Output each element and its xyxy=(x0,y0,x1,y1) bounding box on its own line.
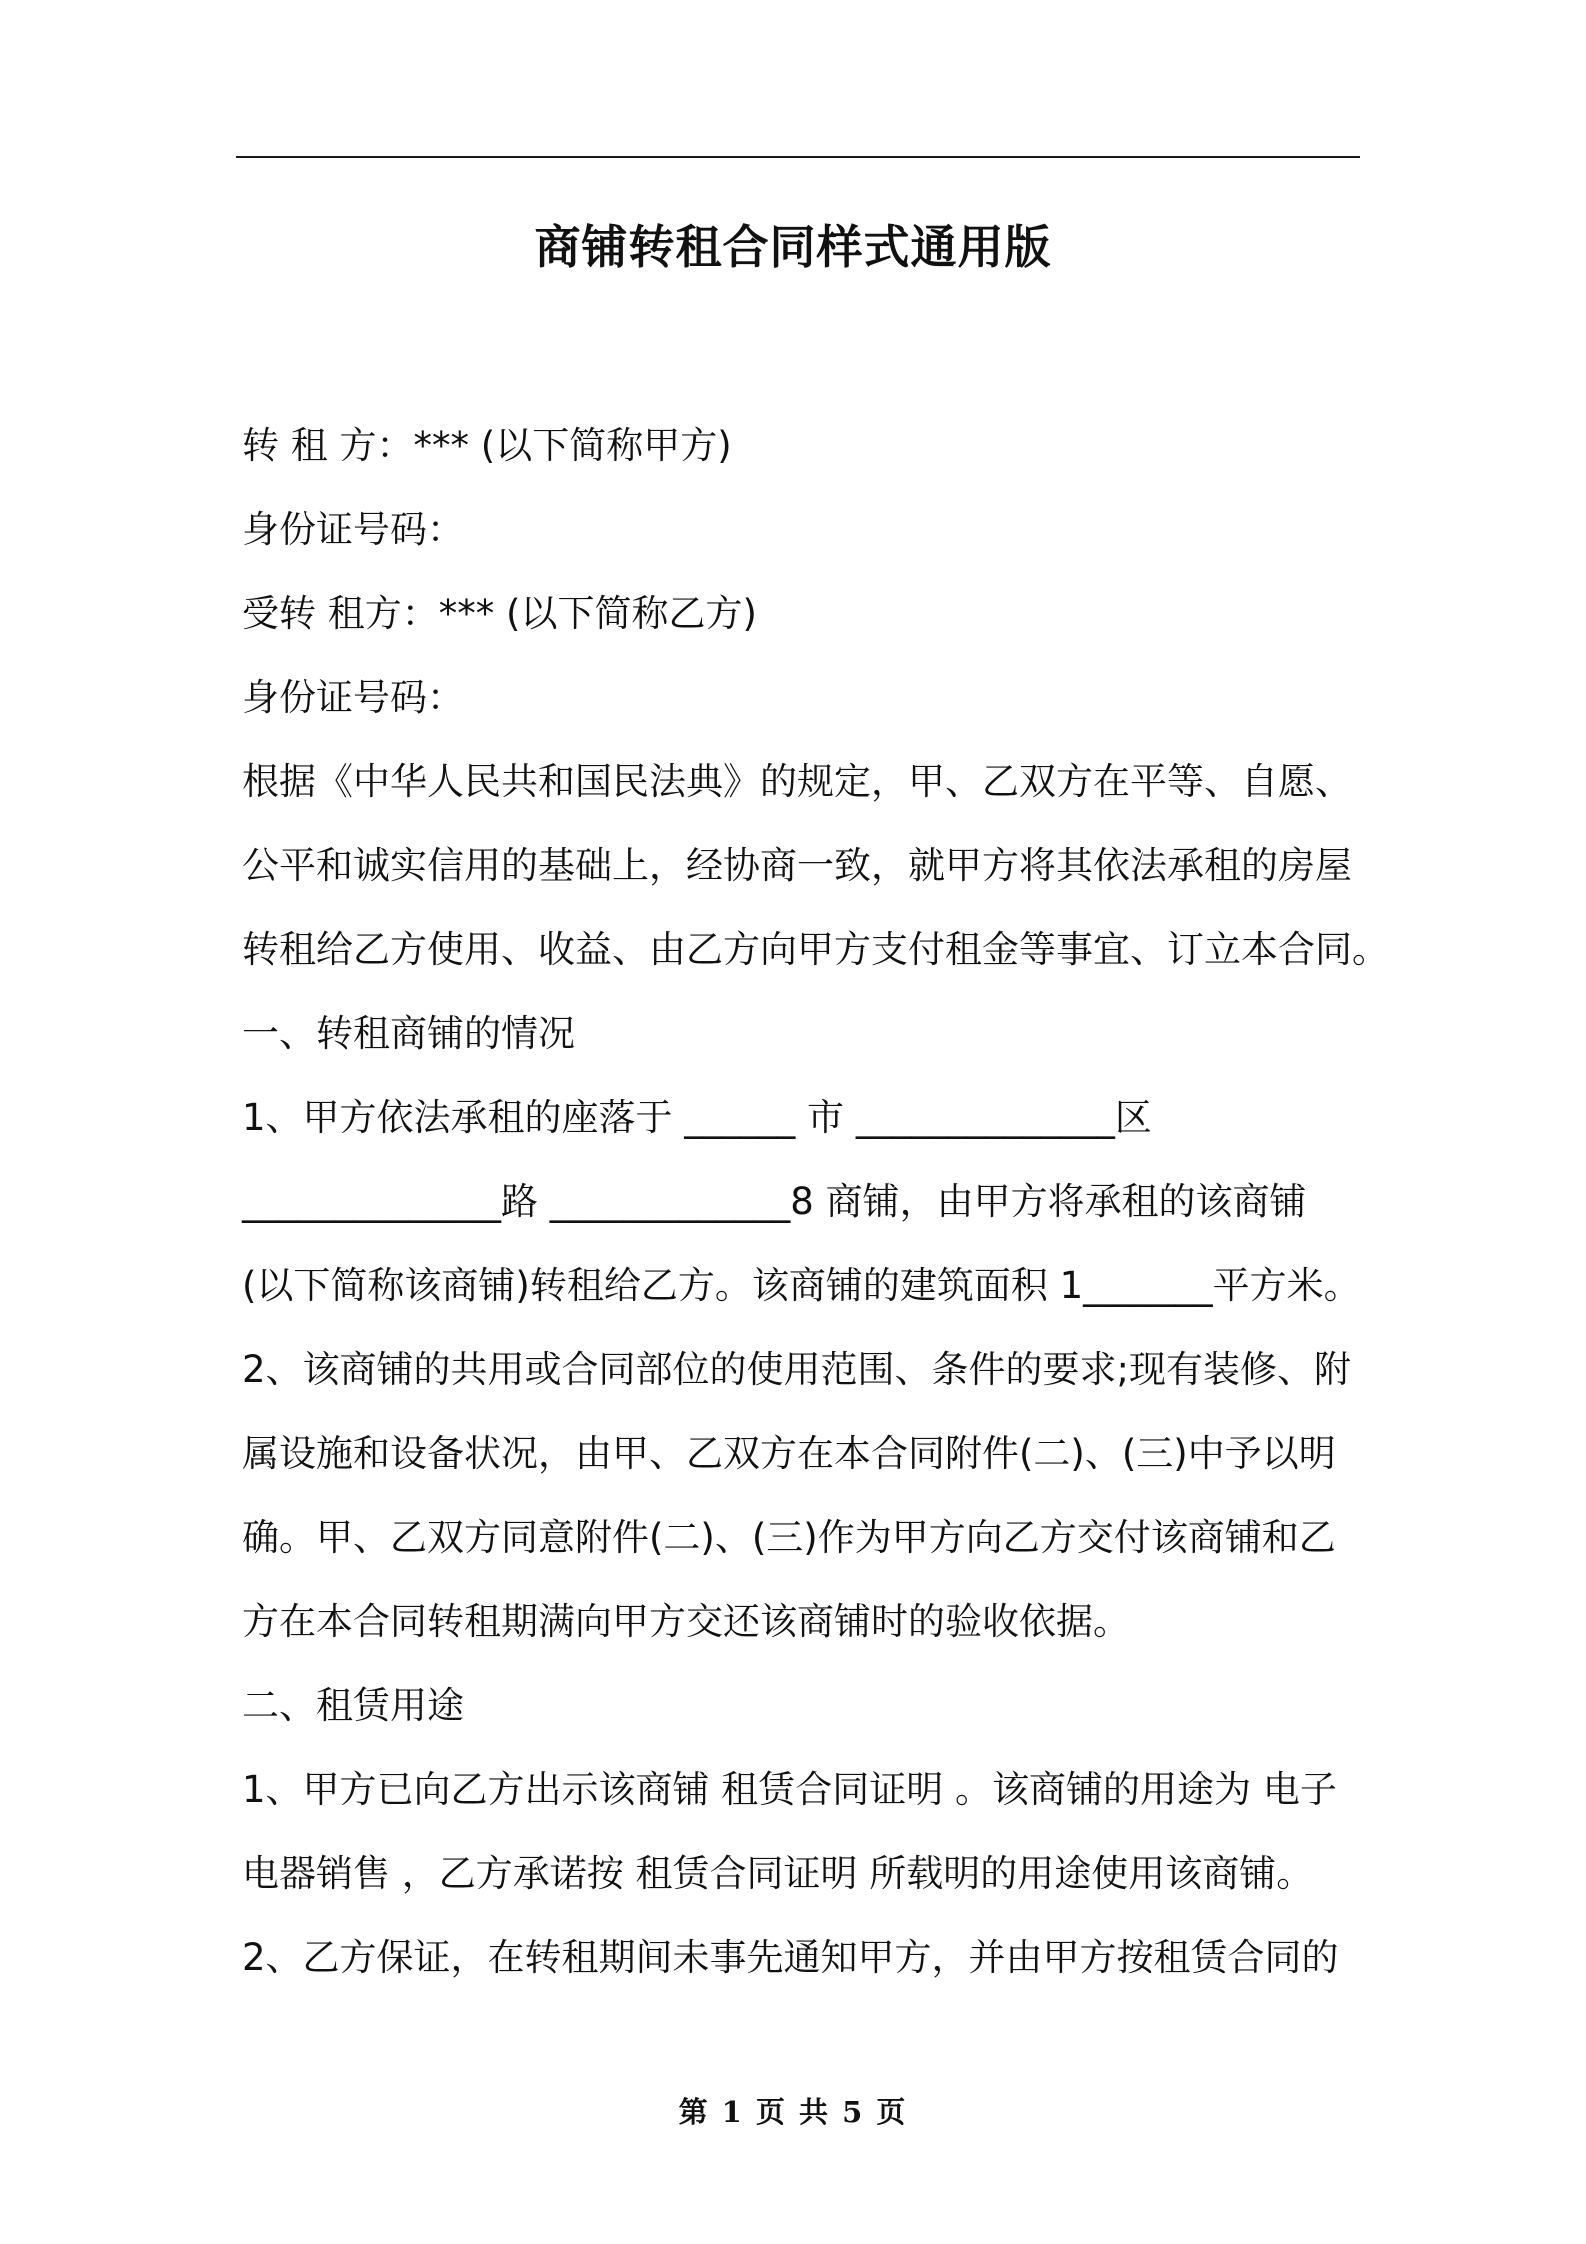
sublessor-line: 转 租 方：*** (以下简称甲方) xyxy=(242,424,732,467)
header-rule xyxy=(236,156,1360,158)
preamble-line-3: 转租给乙方使用、收益、由乙方向甲方支付租金等事宜、订立本合同。 xyxy=(242,928,1389,971)
section-1-heading: 一、转租商铺的情况 xyxy=(242,1012,575,1055)
document-body xyxy=(242,404,1389,2000)
clause-2-1-line-1: 1、甲方已向乙方出示该商铺 租赁合同证明 。该商铺的用途为 电子 xyxy=(242,1768,1337,1811)
clause-1-2-line-3: 确。甲、乙双方同意附件(二)、(三)作为甲方向乙方交付该商铺和乙 xyxy=(242,1516,1336,1559)
clause-1-2-line-4: 方在本合同转租期满向甲方交还该商铺时的验收依据。 xyxy=(242,1600,1130,1643)
clause-2-2-line-1: 2、乙方保证，在转租期间未事先通知甲方，并由甲方按租赁合同的 xyxy=(242,1936,1339,1979)
section-2-heading: 二、租赁用途 xyxy=(242,1684,464,1727)
preamble-line-2: 公平和诚实信用的基础上，经协商一致，就甲方将其依法承租的房屋 xyxy=(242,844,1352,887)
clause-1-1-line-3: (以下简称该商铺)转租给乙方。该商铺的建筑面积 1_______平方米。 xyxy=(242,1264,1361,1307)
clause-1-2-line-2: 属设施和设备状况，由甲、乙双方在本合同附件(二)、(三)中予以明 xyxy=(242,1432,1336,1475)
clause-1-1-line-2: ______________路 _____________8 商铺，由甲方将承租的该商铺 xyxy=(242,1180,1307,1223)
clause-2-1-line-2: 电器销售 ，乙方承诺按 租赁合同证明 所载明的用途使用该商铺。 xyxy=(242,1852,1314,1895)
sublessor-id-line: 身份证号码： xyxy=(242,508,464,551)
preamble-line-1: 根据《中华人民共和国民法典》的规定，甲、乙双方在平等、自愿、 xyxy=(242,760,1352,803)
document-title: 商铺转租合同样式通用版 xyxy=(534,220,1052,274)
sublessee-line: 受转 租方：*** (以下简称乙方) xyxy=(242,592,757,635)
page-number: 第 1 页 共 5 页 xyxy=(678,2095,908,2129)
clause-1-1-line-1: 1、甲方依法承租的座落于 ______ 市 ______________区 xyxy=(242,1096,1152,1139)
clause-1-2-line-1: 2、该商铺的共用或合同部位的使用范围、条件的要求;现有装修、附 xyxy=(242,1348,1352,1391)
sublessee-id-line: 身份证号码： xyxy=(242,676,464,719)
